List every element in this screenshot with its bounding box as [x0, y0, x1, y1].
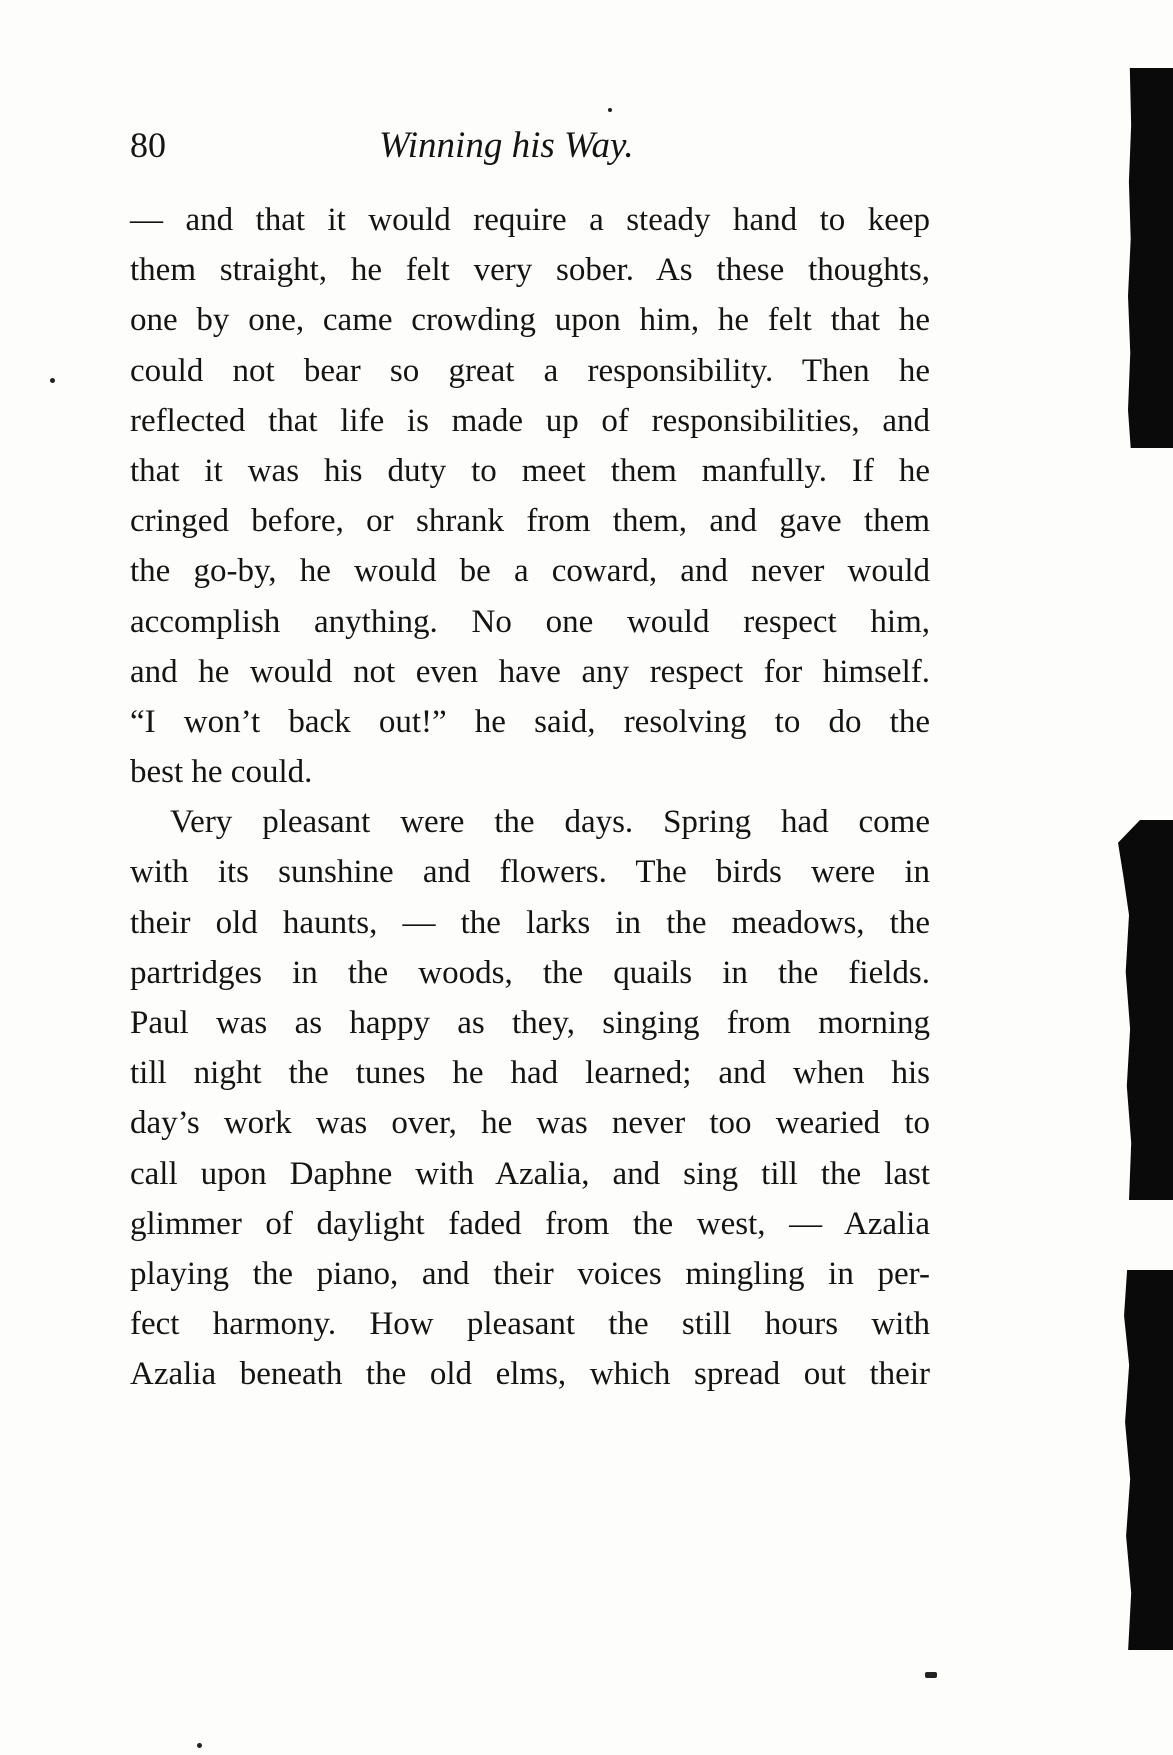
text-line: could not bear so great a responsibility. Then he — [130, 352, 930, 389]
speck — [50, 378, 55, 383]
text-line: — and that it would require a steady hand to keep — [130, 202, 930, 238]
page-header — [130, 124, 930, 174]
scan-shadow-upper — [1128, 68, 1173, 448]
text-line: cringed before, or shrank from them, and gave them — [130, 503, 930, 540]
text-line: them straight, he felt very sober. As these thoughts, — [130, 252, 930, 289]
text-line: partridges in the woods, the quails in the fields. — [130, 954, 930, 991]
text-line: and he would not even have any respect for himself. — [130, 653, 930, 690]
text-line: day’s work was over, he was never too wearied to — [130, 1105, 930, 1142]
text-line: one by one, came crowding upon him, he felt that he — [130, 302, 930, 339]
text-line: best he could. — [130, 754, 313, 791]
text-line: the go-by, he would be a coward, and never would — [130, 553, 930, 590]
text-line: Azalia beneath the old elms, which spread out their — [130, 1356, 930, 1393]
scan-shadow-middle — [1118, 820, 1173, 1200]
body-text — [130, 195, 930, 1400]
text-line: that it was his duty to meet them manfully. If he — [130, 452, 930, 489]
text-line: “I won’t back out!” he said, resolving to do the — [130, 703, 930, 740]
speck — [925, 1672, 937, 1678]
speck — [197, 1743, 202, 1748]
text-line: accomplish anything. No one would respect him, — [130, 603, 930, 640]
speck — [608, 108, 612, 112]
running-title: Winning his Way. — [379, 125, 634, 166]
text-line: with its sunshine and flowers. The birds were in — [130, 854, 930, 891]
text-line: glimmer of daylight faded from the west, — Azalia — [130, 1205, 930, 1242]
text-line: fect harmony. How pleasant the still hours with — [130, 1306, 930, 1343]
page-number: 80 — [130, 125, 166, 165]
text-line: Very pleasant were the days. Spring had come — [170, 804, 930, 841]
paragraph-2 — [130, 797, 930, 1399]
paragraph-1 — [130, 195, 930, 797]
text-line: reflected that life is made up of responsibilities, and — [130, 402, 930, 439]
scan-shadow-lower — [1122, 1270, 1173, 1650]
text-line: Paul was as happy as they, singing from morning — [130, 1005, 930, 1041]
text-line: till night the tunes he had learned; and when his — [130, 1055, 930, 1092]
text-line: call upon Daphne with Azalia, and sing till the last — [130, 1155, 930, 1192]
text-line: playing the piano, and their voices mingling in per- — [130, 1255, 930, 1292]
text-line: their old haunts, — the larks in the meadows, the — [130, 904, 930, 941]
